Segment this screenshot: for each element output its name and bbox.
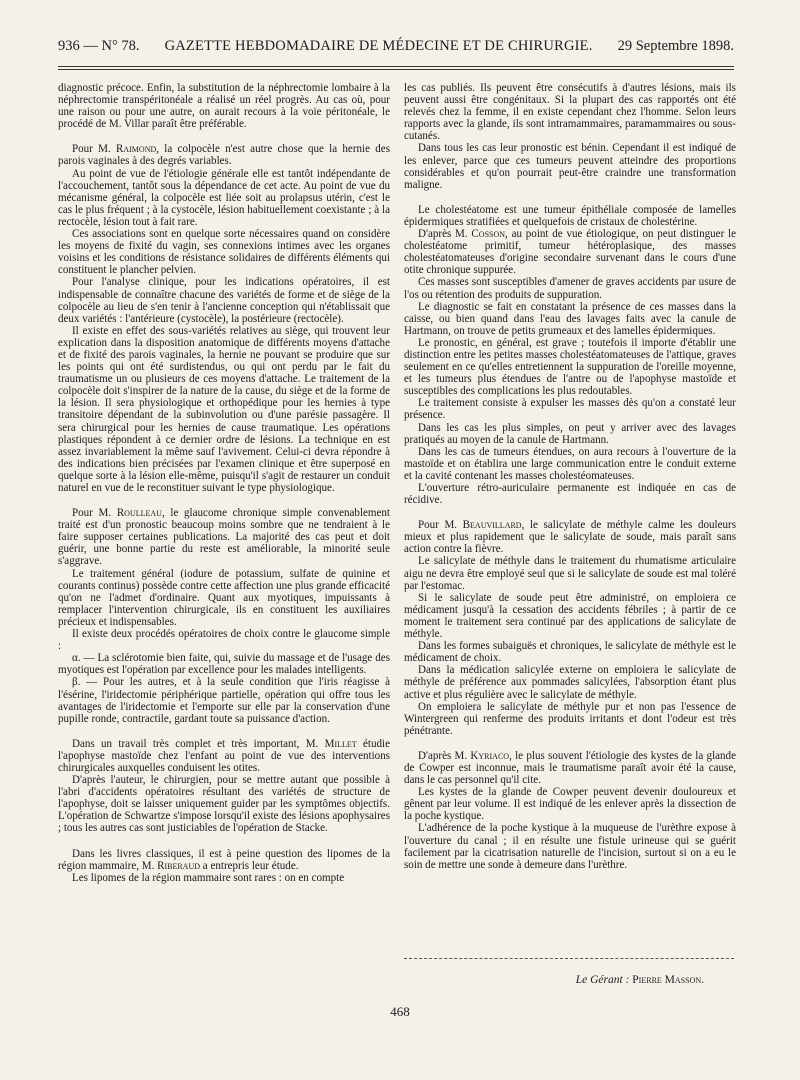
- paragraph: Le cholestéatome est une tumeur épithéliale composée de lamelles épidermiques stratifiées et quelquefois de cristaux de cholestérine.: [404, 203, 736, 228]
- paragraph: Si le salicylate de soude peut être administré, on emploiera ce médicament jusqu'à la cessation des accidents fébriles ; à partir de ce moment le traitement sera continué par des applications de salicylate de méthyle.: [404, 591, 736, 641]
- author-name: Kyriaco: [470, 749, 510, 762]
- paragraph: diagnostic précoce. Enfin, la substitution de la néphrectomie lombaire à la néphrectomie transpéritonéale a réalisé un réel progrès. Au cas où, pour une raison ou pour une autre, on aurait recours à la voie péritonéale, le procédé de M. Villar paraît être préférable.: [58, 82, 390, 131]
- paragraph: Dans tous les cas leur pronostic est bénin. Cependant il est indiqué de les enlever, parce que ces tumeurs peuvent atteindre des proportions considérables et qu'on pourrait peut-être craindre une transformation maligne.: [404, 142, 736, 191]
- author-name: Riberaud: [157, 859, 201, 872]
- paragraph: Pour M. Roulleau, le glaucome chronique simple convenablement traité est d'un pronostic beaucoup moins sombre que ne tendraient à le faire supposer certaines publications. La majorité des cas peut et doit guérir, une bonne partie du reste est améliorable, la minorité seule s'aggrave.: [58, 507, 391, 568]
- paragraph: Au point de vue de l'étiologie générale elle est tantôt indépendante de l'accouchement, tantôt sous la dépendance de cet acte. Au point de vue du mécanisme général, la colpocèle est liée soit au prolapsus utérin, c'est le cas le plus fréquent ; à la cystocèle, lésion habituellement coexistante ; à la rectocèle, lésion tout à fait rare.: [58, 167, 390, 228]
- paragraph: Dans les livres classiques, il est à peine question des lipomes de la région mammaire, M. Riberaud a entrepris leur étude.: [58, 847, 390, 872]
- paragraph: Dans les cas les plus simples, on peut y arriver avec des lavages pratiqués au moyen de la canule de Hartmann.: [404, 421, 736, 446]
- paragraph: Le salicylate de méthyle dans le traitement du rhumatisme articulaire aigu ne devra être employé seul que si le salicylate de soude est mal toléré par l'estomac.: [404, 555, 736, 592]
- section-divider: [404, 958, 734, 959]
- author-name: Millet: [324, 737, 357, 750]
- header-rule-double: [58, 69, 734, 70]
- author-name: Cosson: [471, 228, 506, 241]
- page-reference: 936 — N° 78.: [58, 38, 140, 54]
- paragraph: Le pronostic, en général, est grave ; toutefois il importe d'établir une distinction entre les petites masses cholestéatomateuses de l'attique, graves seulement en ce qu'elles entretiennent la suppuration de l'oreille moyenne, et les tumeurs plus étendues de l'antre ou de l'apophyse mastoïde et susceptibles des complications les plus redoutables.: [404, 336, 736, 398]
- header-rule: [58, 66, 734, 67]
- paragraph: D'après M. Kyriaco, le plus souvent l'étiologie des kystes de la glande de Cowper est inconnue, mais le traumatisme paraît avoir été la cause, dans le cas personnel qu'il cite.: [404, 749, 736, 787]
- paragraph: Ces masses sont susceptibles d'amener de graves accidents par usure de l'os ou rétention des produits de suppuration.: [404, 276, 736, 301]
- right-column: [404, 82, 736, 871]
- paragraph: L'ouverture rétro-auriculaire permanente est indiquée en cas de récidive.: [404, 482, 736, 507]
- running-header: [58, 38, 734, 62]
- paragraph: les cas publiés. Ils peuvent être consécutifs à d'autres lésions, mais ils peuvent aussi être congénitaux. Si la plupart des cas rapportés ont été relevés chez la femme, il en existe cependant chez l'homme. Selon leurs rapports avec la glande, ils sont intramammaires, paramammaires ou sous-cutanés.: [404, 82, 736, 143]
- paragraph: Dans les cas de tumeurs étendues, on aura recours à l'ouverture de la mastoïde et on établira une large communication entre le conduit externe et la cavité contenant les masses cholestéomateuses.: [404, 445, 736, 482]
- paragraph: D'après M. Cosson, au point de vue étiologique, on peut distinguer le cholestéatome primitif, tumeur hétéroplasique, des masses cholestéatomateuses d'origine secondaire survenant dans le cours d'une otite chronique suppurée.: [404, 228, 736, 277]
- paragraph: Le traitement consiste à expulser les masses dès qu'on a constaté leur présence.: [404, 397, 736, 422]
- journal-title: GAZETTE HEBDOMADAIRE DE MÉDECINE ET DE CHIRURGIE.: [164, 38, 593, 54]
- paragraph: D'après l'auteur, le chirurgien, pour se mettre autant que possible à l'abri d'accidents opératoires résultant des variétés de structure de l'apophyse, doit se laisser uniquement guider par les symptômes objectifs. L'opération de Schwartze s'impose lorsqu'il existe des lésions apophysaires ; tous les autres cas sont justiciables de l'opération de Stacke.: [58, 774, 390, 835]
- paragraph: L'adhérence de la poche kystique à la muqueuse de l'urèthre expose à l'ouverture du canal ; il en résulte une fistule urineuse qui se guérit facilement par la cicatrisation naturelle de l'incision, surtout si on a eu le soin de mettre une sonde à demeure dans l'urèthre.: [404, 822, 736, 871]
- author-name: Raimond: [116, 143, 157, 156]
- paragraph: Dans les formes subaiguës et chroniques, le salicylate de méthyle est le médicament de choix.: [404, 640, 736, 665]
- issue-date: 29 Septembre 1898.: [617, 38, 734, 54]
- signature-label: Le Gérant :: [575, 974, 630, 986]
- paragraph: Les kystes de la glande de Cowper peuvent devenir douloureux et gênent par leur volume. Il est indiqué de les enlever après la dissection de la poche kystique.: [404, 786, 736, 823]
- paragraph: β. — Pour les autres, et à la seule condition que l'iris réagisse à l'ésérine, l'iridectomie périphérique partielle, opération qui offre tous les avantages de l'iridectomie et l'emporte sur elle par la conservation d'une pupille ronde, contractile, gardant toute sa puissance d'action.: [58, 676, 390, 725]
- paragraph: Dans la médication salicylée externe on emploiera le salicylate de méthyle de préférence aux pommades salicylées, l'absorption étant plus active et plus régulière avec le salicylate de méthyle.: [404, 664, 736, 701]
- page-number: 468: [390, 1004, 410, 1019]
- paragraph: Il existe en effet des sous-variétés relatives au siège, qui trouvent leur explication dans la disposition anatomique de différents moyens d'attache et de fixité des parois vaginales, la hernie ne pouvant se produire que sur les points qui ont été surdistendus, ou qui ont perdu par le fait du traumatisme un ou plusieurs de ces moyens d'attache. Le traitement de la colpocèle doit s'inspirer de la nature de la cause, du siège et de la forme de la lésion. Il sera physiologique et orthopédique pour les hernies à type transitoire dépendant de la subinvolution ou d'une parésie passagère. Il sera chirurgical pour les hernies de cause traumatique. Les opérations plastiques répondent à ce dernier ordre de lésions. La technique en est assez invariablement la même sauf l'avivement. Celui-ci devra répondre à des indications bien précisées par l'examen clinique et être superposé en quelque sorte à la lésion elle-même, puisqu'il s'agit de restaurer un conduit naturel en vue de le reconstituer suivant le type physiologique.: [58, 324, 390, 494]
- paragraph: Les lipomes de la région mammaire sont rares : on en compte: [72, 871, 345, 884]
- paragraph: Dans un travail très complet et très important, M. Millet étudie l'apophyse mastoïde chez l'enfant au point de vue des interventions chirurgicales auxquelles conduisent les otites.: [58, 737, 390, 774]
- paragraph: Pour l'analyse clinique, pour les indications opératoires, il est indispensable de connaître chacune des variétés de forme et de siège de la colpocèle au lieu de s'en tenir à l'ancienne conception qui n'établissait que deux variétés : l'antérieure (cystocèle), la postérieure (rectocèle).: [58, 276, 390, 325]
- paragraph: Il existe deux procédés opératoires de choix contre le glaucome simple :: [58, 628, 390, 653]
- signature-name: Pierre Masson.: [632, 974, 704, 986]
- paragraph: α. — La sclérotomie bien faite, qui, suivie du massage et de l'usage des myotiques est l'opération par excellence pour les malades intelligents.: [58, 652, 390, 677]
- paragraph: Le traitement général (iodure de potassium, sulfate de quinine et courants continus) possède contre cette affection une plus grande efficacité qu'on ne l'admet d'ordinaire. Quant aux myotiques, impuissants à remplacer l'intervention chirurgicale, ils en constituent les auxiliaires précieux et indispensables.: [58, 567, 390, 628]
- author-name: Roulleau: [116, 507, 162, 520]
- paragraph: On emploiera le salicylate de méthyle pur et non pas l'essence de Wintergreen qui renferme des produits irritants et dont l'odeur est très pénétrante.: [404, 700, 736, 737]
- left-column: [58, 82, 390, 884]
- paragraph: Pour M. Raimond, la colpocèle n'est autre chose que la hernie des parois vaginales à des degrés variables.: [58, 143, 390, 168]
- author-name: Beauvillard: [462, 519, 522, 532]
- paragraph: Le diagnostic se fait en constatant la présence de ces masses dans la caisse, ou bien quand dans l'eau des lavages faits avec la canule de Hartmann, on trouve de petits grumeaux et des lamelles épidermiques.: [404, 300, 736, 337]
- paragraph: Pour M. Beauvillard, le salicylate de méthyle calme les douleurs mieux et plus rapidement que le salicylate de soude, mais paraît sans action contre la fièvre.: [404, 519, 736, 556]
- signature-line: [404, 974, 734, 986]
- paragraph: Ces associations sont en quelque sorte nécessaires quand on considère les moyens de fixité du vagin, ses connexions intimes avec les organes voisins et les conditions de résistance solidaires de différents éléments qui constituent le plancher pelvien.: [58, 228, 390, 277]
